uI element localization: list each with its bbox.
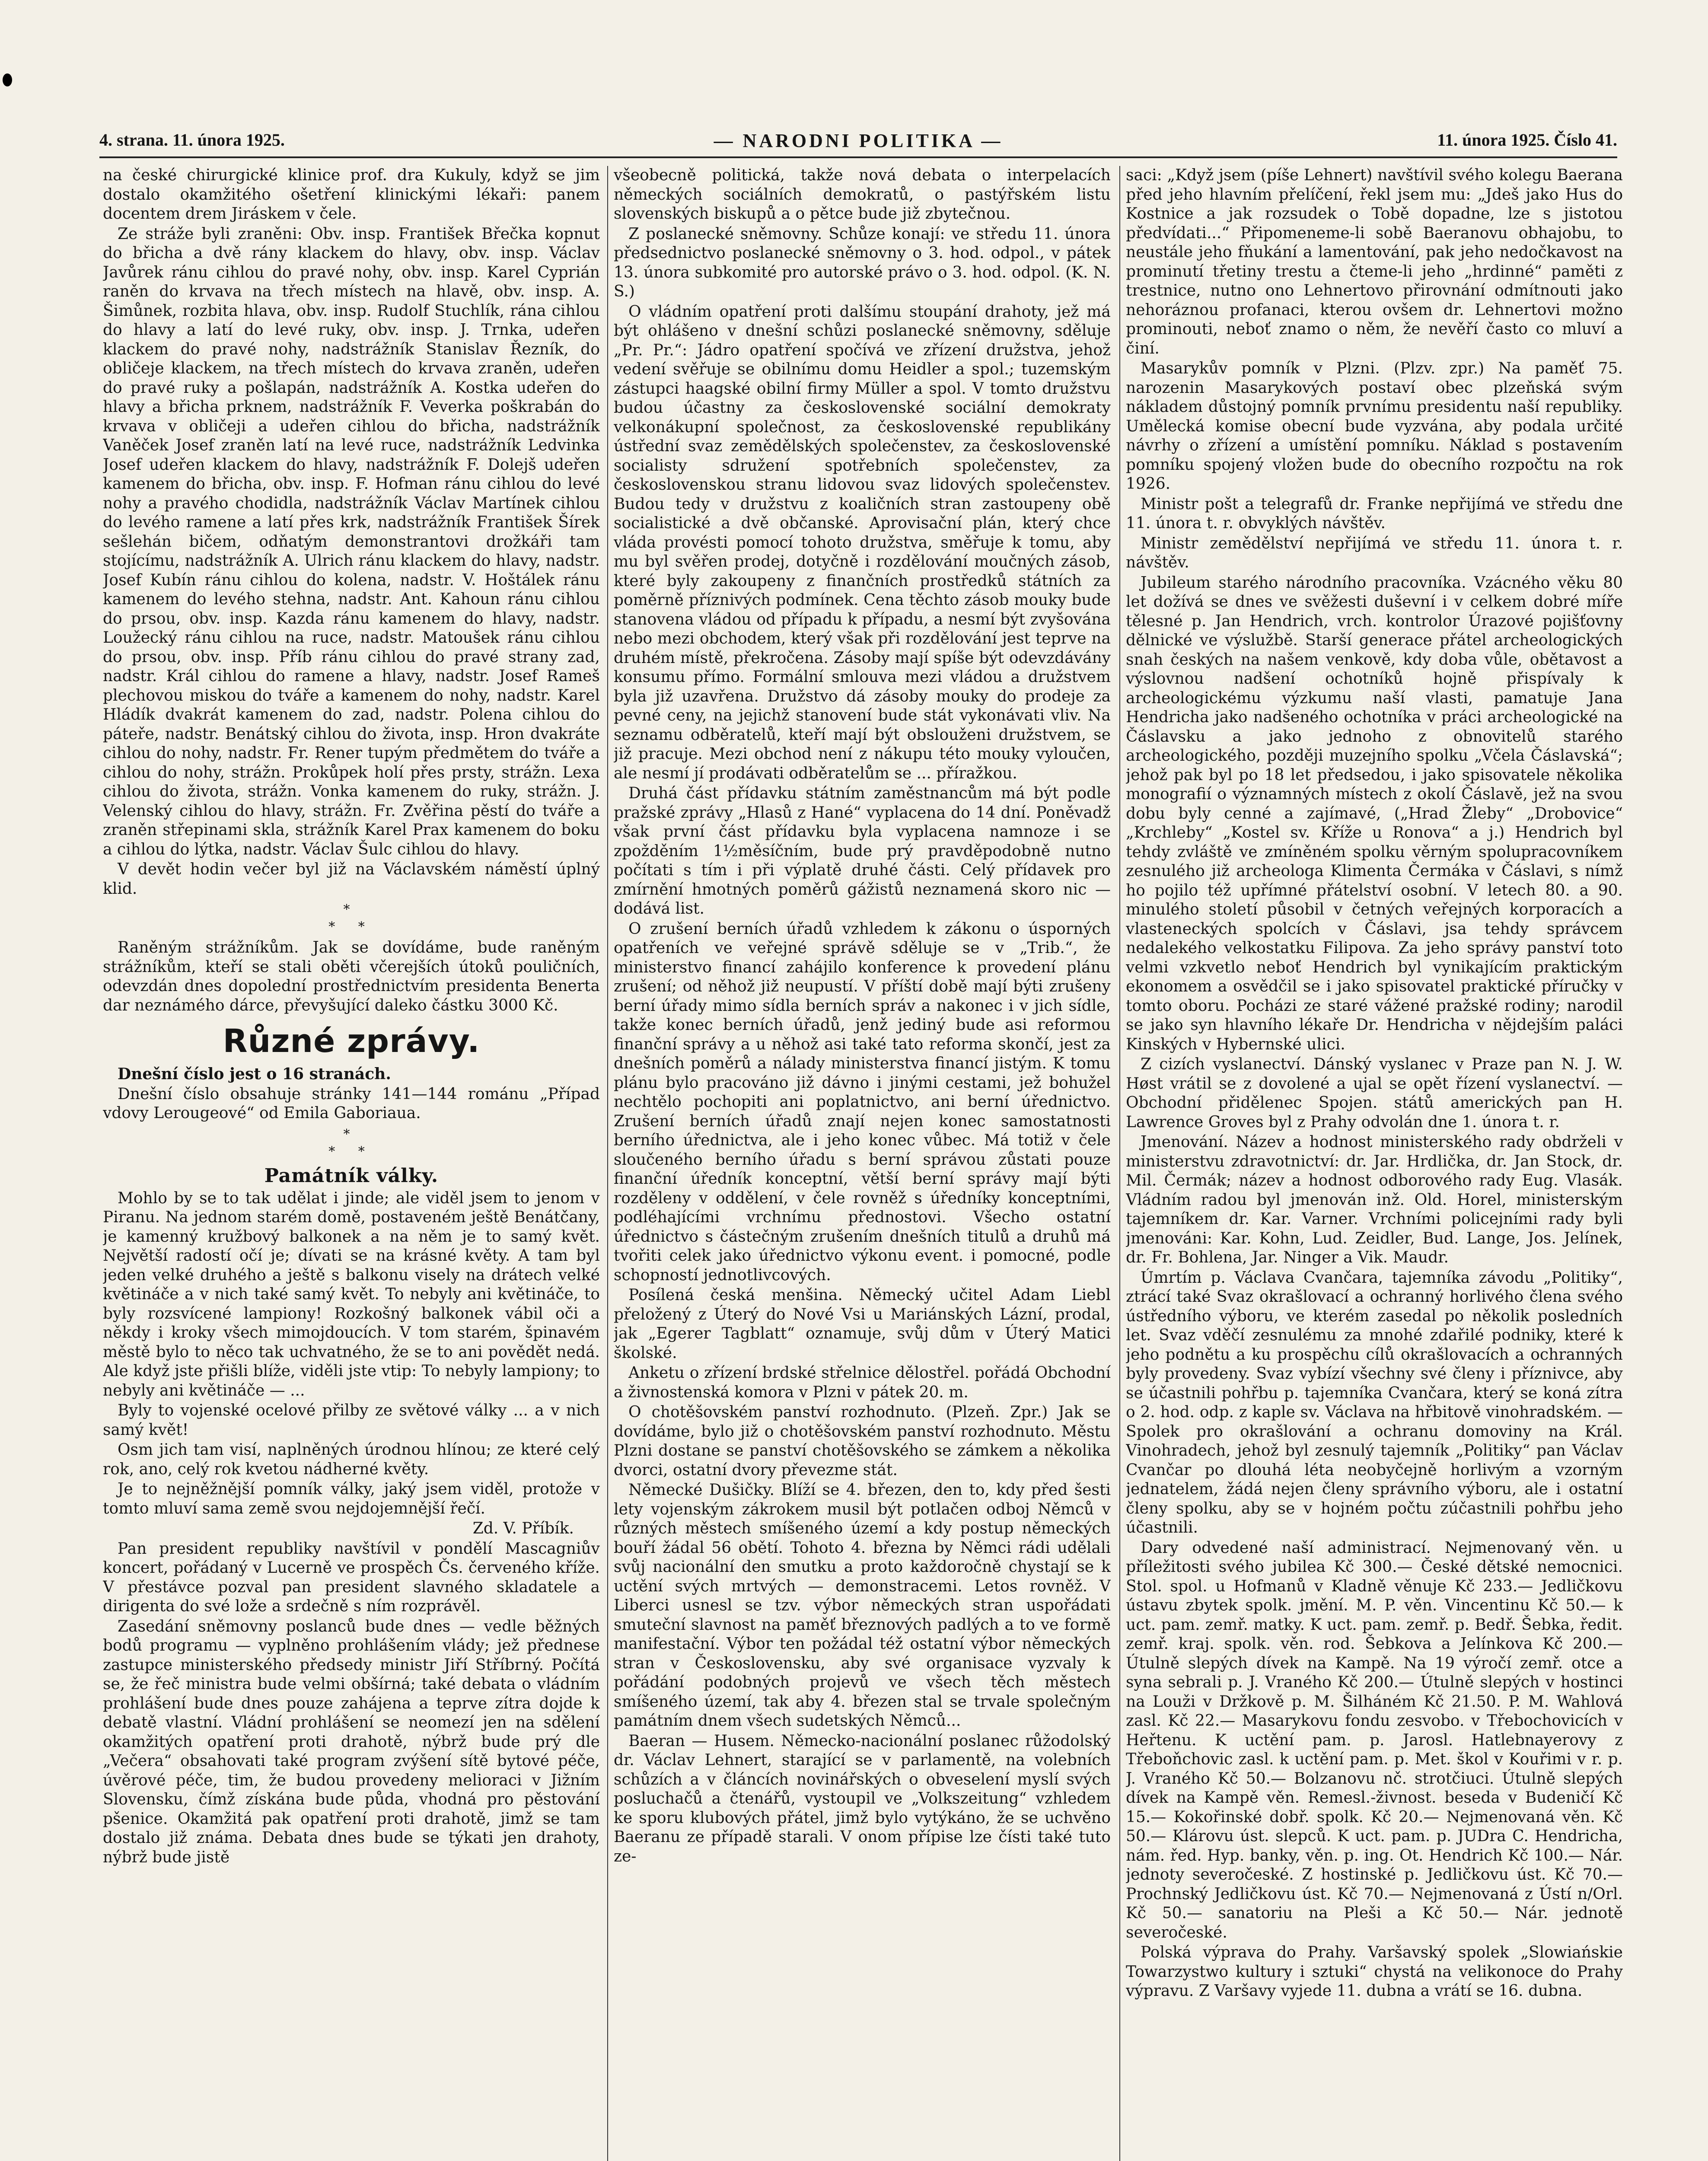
article-paragraph: O zrušení berních úřadů vzhledem k zákonu o úsporných opatřeních ve veřejné správě sděluje se v „Trib.“, že ministerstvo financí zahájilo konference k provedení plánu zrušení; od něhož již neupustí. V příští době mají býti zrušeny berní úřady mimo sídla berních správ a nakonec i v jich sídle, takže konec berních úřadů, jenž jediný bude asi reformou finanční správy a u něhož asi také tato reforma skončí, jest za dnešních poměrů a nálady ministerstva financí jistým. K tomu plánu bylo pracováno již dávno i jinými cestami, jež bohužel nechtělo pochopiti ani poplatnictvo, ani berní úřednictvo. Zrušení berních úřadů znají nejen konec samostatnosti berního úřednictva, ale i jeho konec vůbec. Má totiž v čele sloučeného berního úřadu s berní správou zůstati pouze finanční úředník konceptní, větší berní správy mají býti rozděleny v oddělení, v čele rovněž s úředníky konceptními, podléhajícími vrchnímu přednostovi. Všecho ostatní úřednictvo s částečným zrušením dnešních titulů a druhů má tvořiti celek jako úřednictvo výkonu event. i pomocné, podle schopností jednotlivcových. xyxy=(614,920,1111,1284)
header-rule xyxy=(99,156,1617,158)
article-paragraph: Anketu o zřízení brdské střelnice dělostřel. pořádá Obchodní a živnostenská komora v Plzni v pátek 20. m. xyxy=(614,1364,1111,1401)
article-paragraph: Ze stráže byli zraněni: Obv. insp. František Břečka kopnut do břicha a dvě rány klackem do hlavy, obv. insp. Václav Javůrek ránu cihlou do pravé nohy, obv. insp. Karel Cyprián raněn do krvava na třech místech na hlavě, obv. insp. A. Šimůnek, rozbita hlava, obv. insp. Rudolf Stuchlík, rána cihlou do hlavy a latí do levé ruky, obv. insp. J. Trnka, udeřen klackem do pravé nohy, nadstrážník Stanislav Řezník, do obličeje klackem, na třech místech do krvava zraněn, udeřen do pravé ruky a pošlapán, nadstrážník A. Kostka udeřen do hlavy a břicha prknem, nadstrážník F. Veverka poškrabán do krvava v obličeji a udeřen cihlou do břicha, nadstrážník Vaněček Josef zraněn latí na levé ruce, nadstrážník Ledvinka Josef udeřen klackem do hlavy, nadstrážník F. Dolejš udeřen kamenem do břicha, obv. insp. F. Hofman ránu cihlou do levé nohy a pravého chodidla, nadstrážník Václav Martínek cihlou do levého ramene a latí přes krk, nadstrážník František Šírek sešlehán bičem, odňatým demonstrantovi drožkáři tam stojícímu, nadstrážník A. Ulrich ránu klackem do hlavy, nadstr. Josef Kubín ránu cihlou do kolena, nadstr. V. Hoštálek ránu kamenem do levého stehna, nadstr. Ant. Kahoun ránu cihlou do prsou, obv. insp. Kazda ránu kamenem do hlavy, nadstr. Loužecký ránu cihlou na ruce, nadstr. Matoušek ránu cihlou do prsou, obv. insp. Příb ránu cihlou do pravé strany zad, nadstr. Král cihlou do ramene a hlavy, nadstr. Josef Rameš plechovou miskou do tváře a kamenem do nohy, nadstr. Karel Hládík dvakrát kamenem do zad, nadstr. Polena cihlou do páteře, nadstr. Benátský cihlou do života, insp. Hron dvakráte cihlou do nohy, nadstr. Fr. Rener tupým předmětem do tváře a cihlou do nohy, strážn. Prokůpek holí přes prsty, strážn. Lexa cihlou do života, strážn. Vonka kamenem do ruky, strážn. J. Velenský cihlou do hlavy, strážn. Fr. Zvěřina pěstí do tváře a zraněn střepinami skla, strážník Karel Prax kamenem do boku a cihlou do lýtka, nadstr. Václav Šulc cihlou do hlavy. xyxy=(103,225,600,858)
article-paragraph: Polská výprava do Prahy. Varšavský spolek „Slowiańskie Towarzystwo kultury i sztuki“ chystá na velikonoce do Prahy výpravu. Z Varšavy vyjede 11. dubna a vrátí se 16. dubna. xyxy=(1126,1944,1623,2000)
article-paragraph: Pan president republiky navštívil v pondělí Mascagniův koncert, pořádaný v Lucerně ve prospěch Čs. červeného kříže. V přestávce pozval pan president slavného skladatele a dirigenta do své lože a srdečně s ním rozprávěl. xyxy=(103,1539,600,1615)
article-paragraph: všeobecně politická, takže nová debata o interpelacích německých sociálních demokratů, o pastýřském listu slovenských biskupů a o pětce bude již zbytečnou. xyxy=(614,166,1111,223)
article-paragraph: Jubileum starého národního pracovníka. Vzácného věku 80 let dožívá se dnes ve svěžesti duševní i v celkem dobré míře tělesné p. Jan Hendrich, vrch. kontrolor Úrazové pojišťovny dělnické ve výslužbě. Starší generace přátel archeologických snah českých na našem venkově, kdy doba vůle, obětavost a výslovnou nadšení ochotníků hojně přispívaly k archeologickému výzkumu naší vlasti, pamatuje Jana Hendricha jako nadšeného ochotníka v práci archeologické na Čáslavsku a jako jednoho z obnovitelů starého archeologického, později muzejního spolku „Včela Čáslavská“; jehož pak byl po 18 let předsedou, i jako spisovatele několika monografií o významných místech z okolí Čáslavě, jež na svou dobu byly cenné a zajímavé, („Hrad Žleby“ „Drobovice“ „Krchleby“ „Kostel sv. Kříže u Ronova“ a j.) Hendrich byl tehdy zvláště ve zmíněném spolku věrným spolupracovníkem zesnulého již archeologa Klimenta Čermáka v Čáslavi, s nímž ho pojilo též upřímné přátelství osobní. V letech 80. a 90. minulého století působil v četných veřejných korporacích a vlasteneckých spolcích v Čáslavi, jsa tehdy správcem nedalekého velkostatku Filipova. Za jeho správy panství toto velmi vzkvetlo neboť Hendrich byl vynikajícím praktickým ekonomem a osvědčil se i jako spisovatel praktické příručky v tomto oboru. Pocházi ze staré vážené pražské rodiny; narodil se jako syn hlavního lékaře Dr. Hendricha v nějdejším paláci Kinských v Hybernské ulici. xyxy=(1126,574,1623,1053)
article-paragraph: Je to nejněžnější pomník války, jaký jsem viděl, protože v tomto mluví sama země svou nejdojemnější řečí. xyxy=(103,1480,600,1517)
section-separator: * * * xyxy=(328,1126,374,1159)
article-paragraph: Dnešní číslo jest o 16 stranách. xyxy=(118,1065,391,1083)
article-paragraph: Z cizích vyslanectví. Dánský vyslanec v Praze pan N. J. W. Høst vrátil se z dovolené a ujal se opět řízení vyslanectví. — Obchodní přidělenec Spojen. států amerických pan H. Lawrence Groves byl z Prahy odvolán dne 1. února t. r. xyxy=(1126,1055,1623,1131)
article-paragraph: Posílená česká menšina. Německý učitel Adam Liebl přeložený z Úterý do Nové Vsi u Mariánských Lázní, prodal, jak „Egerer Tagblatt“ oznamuje, svůj dům v Úterý Matici školské. xyxy=(614,1286,1111,1362)
article-paragraph: na české chirurgické klinice prof. dra Kukuly, když se jim dostalo okamžitého ošetření klinickými lékaři: panem docentem drem Jiráskem v čele. xyxy=(103,166,600,223)
article-paragraph: Dary odvedené naší administrací. Nejmenovaný věn. u příležitosti svého jubilea Kč 300.— České dětské nemocnici. Stol. spol. u Hofmanů v Kladně věnuje Kč 233.— Jedličkovu ústavu zbytek spolk. jmění. M. P. věn. Vincentinu Kč 50.— k uct. pam. zemř. matky. K uct. pam. zemř. p. Bedř. Šebka, ředit. zemř. kraj. spolk. věn. rod. Šebkova a Jelínkova Kč 200.— Útulně slepých dívek na Kampě. Na 19 výročí zemř. otce a syna sebrali p. J. Vraného Kč 200.— Útulně slepých v hostinci na Louži v Držkově p. M. Šilháném Kč 21.50. P. M. Wahlová zasl. Kč 22.— Masarykovu fondu zesvobo. v Třebochovicích v Heřtenu. K uctění pam. p. Jarosl. Hatlebnayerovy z Třeboňchovic zasl. k uctění pam. p. Met. škol v Kouřimi v r. p. J. Vraného Kč 50.— Bolzanovu nč. strotčiuci. Útulně slepých dívek na Kampě věn. Remesl.-živnost. beseda v Budeničí Kč 15.— Kokořinské dobř. spolk. Kč 20.— Nejmenovaná věn. Kč 50.— Klárovu úst. slepců. K uct. pam. p. JUDra C. Hendricha, nám. řed. Hyp. banky, věn. p. ing. Ot. Hendrich Kč 100.— Nár. jednoty severočeské. Z hostinské p. Jedličkovu úst. Kč 70.— Prochnský Jedličkovu úst. Kč 70.— Nejmenovaná z Ústí n/Orl. Kč 50.— sanatoriu na Pleši a Kč 50.— Nár. jednotě severočeské. xyxy=(1126,1539,1623,1941)
column-2 xyxy=(614,166,1111,2161)
section-title: Různé zprávy. xyxy=(223,1023,480,1060)
section-separator: * * * xyxy=(328,902,374,934)
binding-hole xyxy=(3,73,12,86)
article-paragraph: Druhá část přídavku státním zaměstnancům má být podle pražské zprávy „Hlasů z Hané“ vyplacena do 14 dní. Poněvadž však první část přídavku byla vyplacena namnoze i se zpožděním 1½měsíčním, bude prý pravděpodobně nutno počítati s tím i při výplatě druhé části. Celý přídavek pro zmírnění hmotných poměrů gážistů neznamená skoro nic — dodává list. xyxy=(614,784,1111,918)
article-paragraph: O chotěšovském panství rozhodnuto. (Plzeň. Zpr.) Jak se dovídáme, bylo již o chotěšovském panství rozhodnuto. Městu Plzni dostane se panství chotěšovského se zámkem a několika dvorci, ostatní dvory převezme stát. xyxy=(614,1403,1111,1479)
article-paragraph: Mohlo by se to tak udělat i jinde; ale viděl jsem to jenom v Piranu. Na jednom starém domě, postaveném ještě Benátčany, je kamenný kružbový balkonek a na něm je to samý květ. Největší radostí očí je; dívati se na krásné květy. A tam byl jeden velké druhého a ještě s balkonu visely na drátech velké květináče a v nich také samý květ. To nebyly ani květináče, to byly rozsvícené lampiony! Rozkošný balkonek vábil oči a někdy i kroky všech mimojdoucích. V tom starém, špinavém městě bylo to něco tak uchvatného, že se to ani povědět nedá. Ale když jste přišli blíže, viděli jste vtip: To nebyly lampiony; to nebyly ani květináče — ... xyxy=(103,1189,600,1399)
article-paragraph: Zasedání sněmovny poslanců bude dnes — vedle běžných bodů programu — vyplněno prohlášením vlády; jež přednese zastupce ministerského předsedy ministr Jiří Stříbrný. Počítá se, že řeč ministra bude velmi obšírná; také debata o vládním prohlášení bude dnes pouze zahájena a teprve zítra dojde k debatě vlastní. Vládní prohlášení se neomezí jen na sdělení okamžitých opatření proti drahotě, nýbrž bude prý dle „Večera“ obsahovati také program zvýšení sítě bytové péče, úvěrové péče, tim, že budou provedeny melioraci v Jižním Slovensku, čímž získána bude půda, vhodná pro pěstování pšenice. Okamžitá pak opatření proti drahotě, jimž se tam dostalo již známa. Debata dnes bude se týkati jen drahoty, nýbrž bude jistě xyxy=(103,1617,600,1866)
date-issue-number: 11. února 1925. Číslo 41. xyxy=(1437,130,1617,150)
column-divider xyxy=(1119,166,1120,2161)
article-paragraph: saci: „Když jsem (píše Lehnert) navštívil svého kolegu Baerana před jeho hlavním přelíčení, řekl jsem mu: „Jdeš jako Hus do Kostnice a jak rozsudek o Tobě dopadne, lze s jistotou předvídati...“ Připomeneme-li sobě Baeranovu obhajobu, to neustále jeho fňukání a lamentování, pak jeho nedočkavost na prominutí třetiny trestu a čteme-li jeho „hrdinné“ paměti z trestnice, nutno ono Lehnertovo přirovnání odmítnouti jako nehoráznou profanaci, kterou ovšem dr. Lehnertovi možno prominouti, neboť znamo o něm, že nevěří často co mluví a činí. xyxy=(1126,166,1623,357)
article-paragraph: Ministr zemědělství nepřijímá ve středu 11. února t. r. návštěv. xyxy=(1126,534,1623,571)
article-paragraph: Byly to vojenské ocelové přilby ze světové války ... a v nich samý květ! xyxy=(103,1402,600,1439)
article-paragraph: Dnešní číslo obsahuje stránky 141—144 románu „Případ vdovy Lerougeové“ od Emila Gaboriaua. xyxy=(103,1085,600,1122)
article-paragraph: V devět hodin večer byl již na Václavském náměstí úplný klid. xyxy=(103,861,600,898)
article-paragraph: Raněným strážníkům. Jak se dovídáme, bude raněným strážníkům, kteří se stali oběti včerejších útoků pouličních, odevzdán dnes dopolední prostřednictvím presidenta Benerta dar neznámého dárce, převyšující daleko částku 3000 Kč. xyxy=(103,939,600,1014)
article-paragraph: Německé Dušičky. Blíží se 4. březen, den to, kdy před šesti lety vojenským zákrokem musil být potlačen odboj Němců v různých městech smíšeného území a kdy postup německých bouří žádal 56 obětí. Tohoto 4. března by Němci rádi udělali svůj nacionální den smutku a proto každoročně chystají se k uctění svých mrtvých — demonstracemi. Letos rovněž. V Liberci usnesl se tzv. výbor německých stran uspořádati smuteční slavnost na paměť březnových padlých a to ve formě manifestační. Výbor ten požádal též ostatní výbor německých stran v Československu, aby své organisace vyzvaly k pořádání podobných projevů ve všech těch městech smíšeného území, tak aby 4. březen stal se trvale společným památním dnem všech sudetských Němců... xyxy=(614,1481,1111,1730)
article-paragraph: O vládním opatření proti dalšímu stoupání drahoty, jež má být ohlášeno v dnešní schůzi poslanecké sněmovny, sděluje „Pr. Pr.“: Jádro opatření spočívá ve zřízení družstva, jehož vedení svěřuje se obilnímu domu Heidler a spol.; tuzemským zástupci haagské obilní firmy Müller a spol. V tomto družstvu budou účastny za československé sociální demokraty velkonákupní společnost, za československé republikány ústřední svaz zemědělských společenstev, za československé socialisty sdružení spotřebních společenstev, za československou stranu lidovou svaz lidových společenstev. Budou tedy v družstvu z koaličních stran zastoupeny obě socialistické a dvě občanské. Aprovisační plán, který chce vláda provésti pomocí tohoto družstva, směřuje k tomu, aby mu byl svěřen prodej, dotyčně i rozdělování moučných zásob, které byly zakoupeny z finančních prostředků státních za poměrně příznivých podmínek. Cena těchto zásob mouky bude stanovena vládou od případu k případu, a nesmí být zvyšována nebo mezi obchodem, který však při rozdělování jest teprve na druhém místě, překročena. Zásoby mají spíše být odevzdávány konsumu přímo. Formální smlouva mezi vládou a družstvem byla již uzavřena. Družstvo dá zásoby mouky do prodeje za pevné ceny, na jejichž stanovení bude stát vykonávati vliv. Na seznamu odběratelů, kteří mají být obslouženi družstvem, se již pracuje. Mezi obchod není z nákupu této mouky vyloučen, ale nesmí jí prodávati odběratelům se ... příražkou. xyxy=(614,303,1111,782)
masthead-title: — NARODNI POLITIKA — xyxy=(714,130,1003,151)
article-paragraph: Jmenování. Název a hodnost ministerského rady obdrželi v ministerstvu zdravotnictví: dr. Jar. Hrdlička, dr. Jan Stock, dr. Mil. Čermák; název a hodnost odborového rady Eug. Vlasák. Vládním radou byl jmenován inž. Old. Horel, ministerským tajemníkem dr. Kar. Varner. Vrchními policejními rady byli jmenováni: Kar. Kohn, Lud. Zeidler, Bud. Lange, Jos. Jelínek, dr. Fr. Bohlena, Jar. Ninger a Vik. Maudr. xyxy=(1126,1133,1623,1266)
column-1 xyxy=(103,166,600,2161)
feature-headline: Památník války. xyxy=(264,1164,439,1187)
article-paragraph: Z poslanecké sněmovny. Schůze konají: ve středu 11. února předsednictvo poslanecké sněmovny o 3. hod. odpol., v pátek 13. února subkomité pro autorské právo o 3. hod. odpol. (K. N. S.) xyxy=(614,225,1111,300)
author-signature: Zd. V. Příbík. xyxy=(472,1520,574,1537)
article-paragraph: Úmrtím p. Václava Cvančara, tajemníka závodu „Politiky“, ztrácí také Svaz okrašlovací a ochranný horlivého člena svého ústředního výboru, ve kterém zasedal po několik posledních let. Svaz vděčí zesnulému za mnohé zdařilé podniky, které k jeho podnětu a ku prospěchu cílů okrašlovacích a ochranných byly provedeny. Svaz vybízí všechny své členy i příznivce, aby se účastnili pohřbu p. tajemníka Cvančara, který se koná zítra o 2. hod. odp. z kaple sv. Václava na hřbitově vinohradském. — Spolek pro okrašlování a ochranu domoviny na Král. Vinohradech, jehož byl zesnulý tajemník „Politiky“ pan Václav Cvančar po dlouhá léta neobyčejně horlivým a vzorným jednatelem, žádá nejen členy správního výboru, ale i ostatní členy spolku, aby se v hojném počtu zúčastnili pohřbu jeho účastnili. xyxy=(1126,1269,1623,1536)
page-number-date: 4. strana. 11. února 1925. xyxy=(99,130,285,150)
column-divider xyxy=(607,166,608,2161)
article-paragraph: Ministr pošt a telegrafů dr. Franke nepřijímá ve středu dne 11. února t. r. obvyklých návštěv. xyxy=(1126,495,1623,532)
column-3 xyxy=(1126,166,1623,2161)
article-paragraph: Osm jich tam visí, naplněných úrodnou hlínou; ze které celý rok, ano, celý rok kvetou nádherné květy. xyxy=(103,1441,600,1478)
article-paragraph: Masarykův pomník v Plzni. (Plzv. zpr.) Na paměť 75. narozenin Masarykových postaví obec plzeňská svým nákladem důstojný pomník prvnímu presidentu naší republiky. Umělecká komise obecní bude vyzvána, aby podala určité návrhy o zřízení a umístění pomníku. Náklad s postavením pomníku spojený vložen bude do obecního rozpočtu na rok 1926. xyxy=(1126,360,1623,493)
article-paragraph: Baeran — Husem. Německo-nacionální poslanec růžodolský dr. Václav Lehnert, starající se v parlamentě, na volebních schůzích a v článcích novinářských o obveselení myslí svých posluchačů a čtenářů, vystoupil ve „Volkszeitung“ vzhledem ke sporu klubových přátel, jimž bylo vytýkáno, že se uchvěno Baeranu ze případě starali. V onom přípise lze čísti také tuto ze- xyxy=(614,1732,1111,1865)
